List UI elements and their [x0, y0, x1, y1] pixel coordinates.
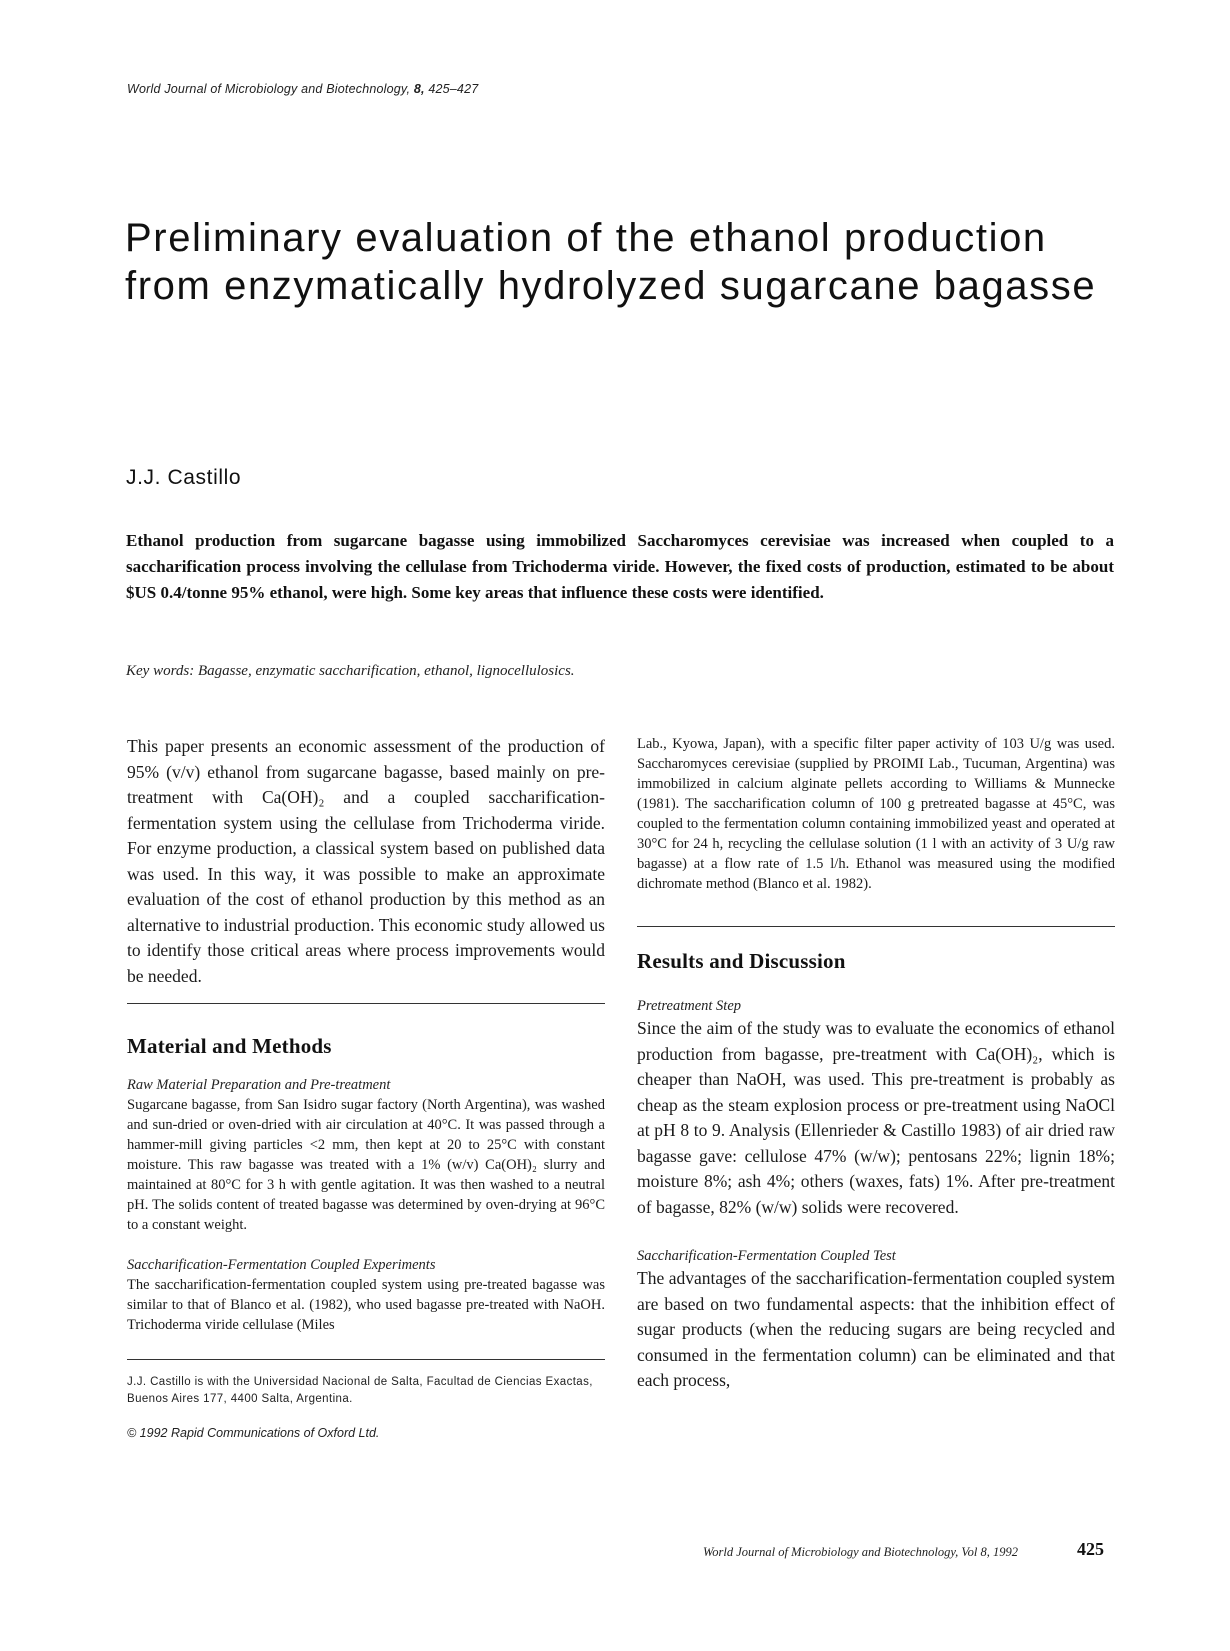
- copyright-notice: © 1992 Rapid Communications of Oxford Ltd.: [127, 1426, 380, 1440]
- section-divider: [127, 1003, 605, 1004]
- pretreatment-subhead: Pretreatment Step: [637, 998, 742, 1014]
- coupled-test-subhead: Saccharification-Fermentation Coupled Test: [637, 1248, 896, 1264]
- intro-paragraph: This paper presents an economic assessment of the production of 95% (v/v) ethanol from sugarcane bagasse, based mainly on pre-treatment with Ca(OH)₂ and a coupled saccharification-fermentation system using the cellulase from Trichoderma viride. For enzyme production, a classical system based on published data was used. In this way, it was possible to make an approximate evaluation of the cost of ethanol production by this method as an alternative to industrial production. This economic study allowed us to identify those critical areas where process improvements would be needed.: [127, 736, 605, 986]
- keywords-label: Key words:: [126, 663, 195, 679]
- methods-continued-paragraph: Lab., Kyowa, Japan), with a specific filter paper activity of 103 U/g was used. Saccharomyces cerevisiae (supplied by PROIMI Lab., Tucuman, Argentina) was immobilized in calcium alginate pellets according to Williams & Munnecke (1981). The saccharification column of 100 g pretreated bagasse at 45°C, was coupled to the fermentation column containing immobilized yeast and operated at 30°C for 24 h, recycling the cellulase solution (1 l with an activity of 3 U/g raw bagasse) at a flow rate of 1.5 l/h. Ethanol was measured using the modified dichromate method (Blanco et al. 1982).: [637, 736, 1115, 892]
- section-divider: [637, 926, 1115, 927]
- pretreatment-paragraph: Since the aim of the study was to evaluate the economics of ethanol production from bagasse, pre-treatment with Ca(OH)₂, which is cheaper than NaOH, was used. This pre-treatment is probably as cheap as the steam explosion process or pre-treatment using NaOCl at pH 8 to 9. Analysis (Ellenrieder & Castillo 1983) of air dried raw bagasse gave: cellulose 47% (w/w); pentosans 22%; lignin 18%; moisture 8%; ash 4%; others (waxes, fats) 1%. After pre-treatment of bagasse, 82% (w/w) solids were recovered.: [637, 1018, 1115, 1217]
- keywords: [126, 660, 1114, 682]
- article-author: J.J. Castillo: [126, 466, 242, 489]
- article-title: Preliminary evaluation of the ethanol production from enzymatically hydrolyzed sugarcane bagasse: [125, 216, 1097, 308]
- coupled-experiments-paragraph: The saccharification-fermentation coupled system using pre-treated bagasse was similar to that of Blanco et al. (1982), who used bagasse pre-treated with NaOH. Trichoderma viride cellulase (Miles: [127, 1277, 605, 1333]
- raw-material-subhead: Raw Material Preparation and Pre-treatment: [127, 1077, 391, 1093]
- abstract: Ethanol production from sugarcane bagasse using immobilized Saccharomyces cerevisiae was increased when coupled to a saccharification process involving the cellulase from Trichoderma viride. However, the fixed costs of production, estimated to be about $US 0.4/tonne 95% ethanol, were high. Some key areas that influence these costs were identified.: [126, 531, 1114, 602]
- running-head: [127, 82, 478, 96]
- left-column: [127, 734, 605, 1440]
- footnote-divider: [127, 1359, 605, 1360]
- coupled-experiments-subhead: Saccharification-Fermentation Coupled Experiments: [127, 1257, 436, 1273]
- keywords-list: Bagasse, enzymatic saccharification, ethanol, lignocellulosics.: [197, 663, 575, 679]
- results-heading: Results and Discussion: [637, 949, 846, 973]
- coupled-test-paragraph: The advantages of the saccharification-fermentation coupled system are based on two fundamental aspects: that the inhibition effect of sugar products (when the reducing sugars are being recycled and consumed in the fermentation column) can be eliminated and that each process,: [637, 1268, 1115, 1390]
- raw-material-paragraph: Sugarcane bagasse, from San Isidro sugar factory (North Argentina), was washed and sun-dried or oven-dried with air circulation at 40°C. It was passed through a hammer-mill giving particles <2 mm, then kept at 20 to 25°C with constant moisture. This raw bagasse was treated with a 1% (w/v) Ca(OH)₂ slurry and maintained at 80°C for 3 h with gentle agitation. It was then washed to a neutral pH. The solids content of treated bagasse was determined by oven-drying at 96°C to a constant weight.: [127, 1097, 605, 1233]
- footer-journal: World Journal of Microbiology and Biotechnology, Vol 8, 1992: [703, 1545, 1019, 1559]
- page-number: 425: [1077, 1539, 1104, 1559]
- author-affiliation: J.J. Castillo is with the Universidad Nacional de Salta, Facultad de Ciencias Exactas, Buenos Aires 177, 4400 Salta, Argentina.: [127, 1376, 593, 1405]
- running-head-volume: 8,: [413, 82, 425, 96]
- right-column: [637, 734, 1115, 1394]
- running-head-pages: 425–427: [428, 82, 479, 96]
- methods-heading: Material and Methods: [127, 1034, 332, 1058]
- running-head-journal: World Journal of Microbiology and Biotechnology,: [127, 82, 411, 96]
